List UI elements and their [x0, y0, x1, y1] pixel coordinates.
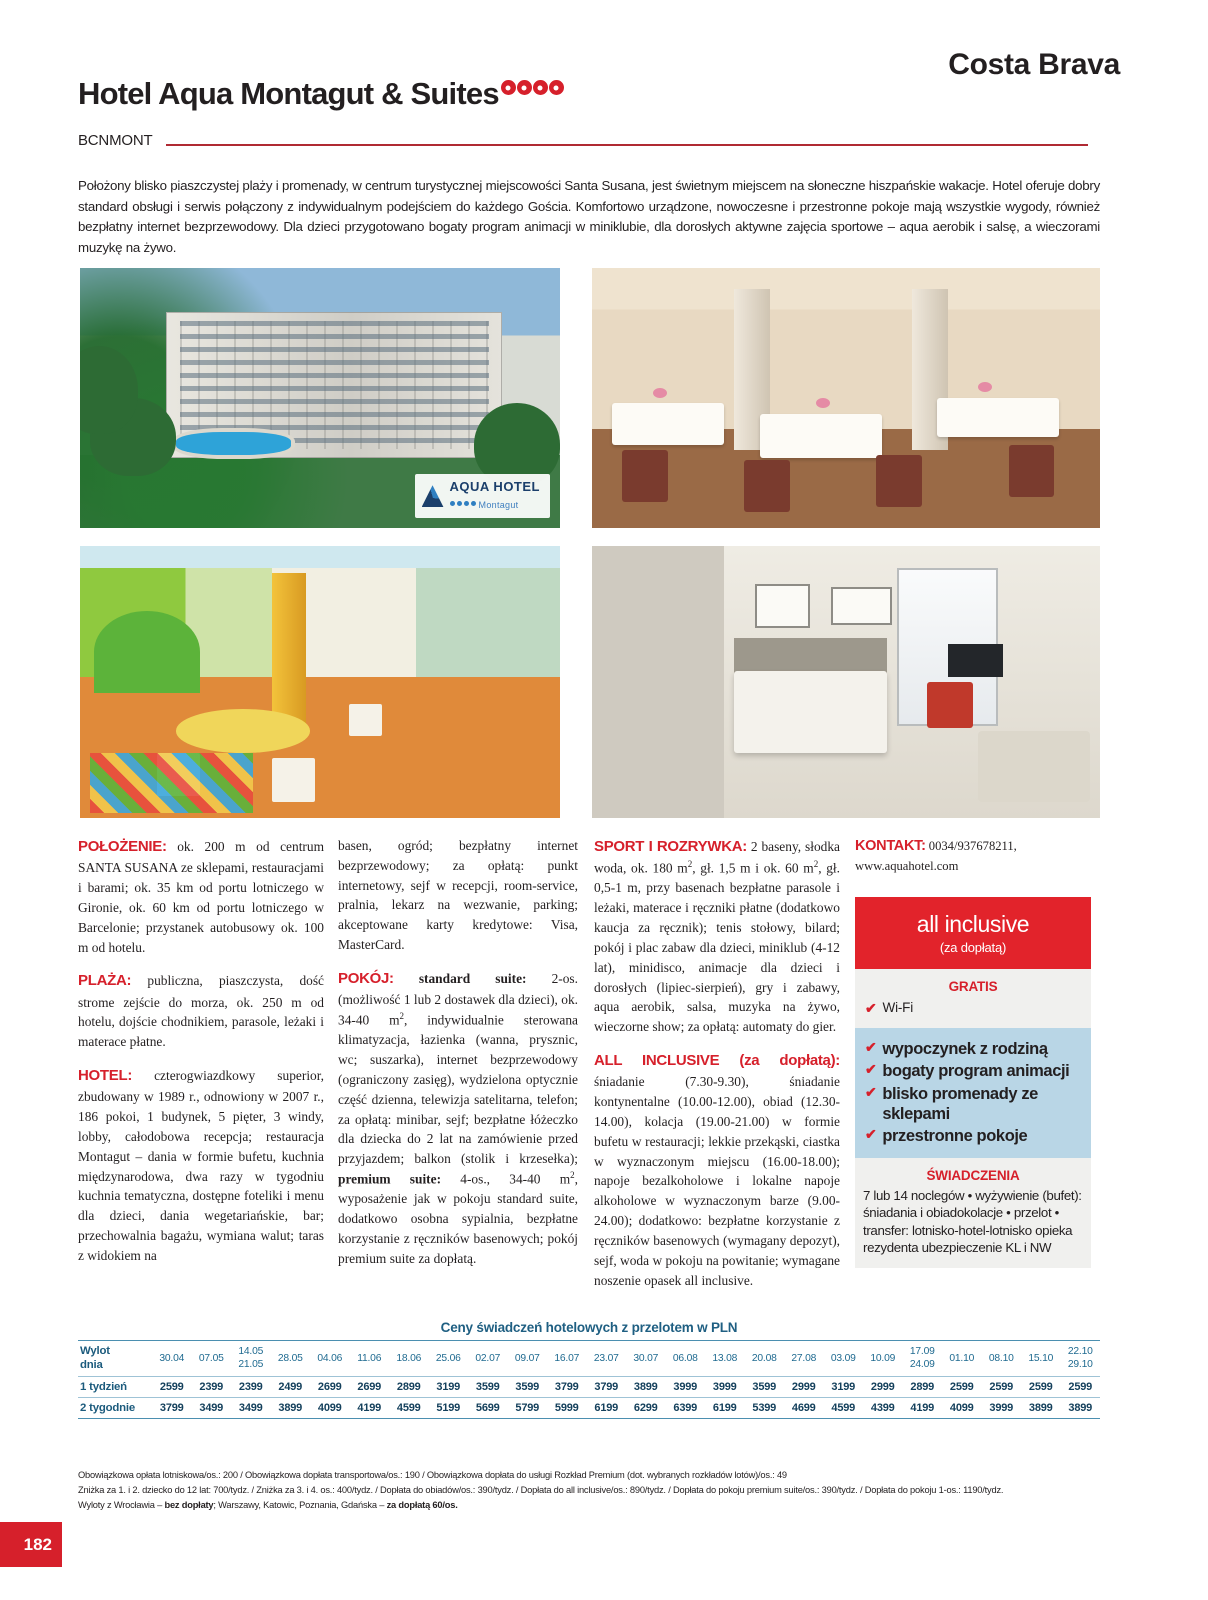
price-cell: 2599 — [1021, 1377, 1061, 1398]
table-row — [78, 1377, 1100, 1398]
star-icon — [517, 80, 532, 95]
section-plaza — [78, 970, 324, 1052]
page-number: 182 — [0, 1522, 62, 1567]
footnote-3a: Wyloty z Wrocławia – — [78, 1500, 165, 1511]
table-column-header: 23.07 — [587, 1341, 627, 1377]
gratis-title: GRATIS — [948, 979, 998, 995]
price-cell: 2699 — [310, 1377, 350, 1398]
check-icon: ✔ — [865, 1000, 877, 1017]
table-column-header: 08.10 — [982, 1341, 1022, 1377]
price-table-title: Ceny świadczeń hotelowych z przelotem w PLN — [440, 1320, 738, 1335]
section-label: PLAŻA: — [78, 972, 132, 990]
benefit-item — [865, 1061, 1081, 1081]
benefit-label: wypoczynek z rodziną — [882, 1040, 1048, 1059]
price-cell: 3999 — [666, 1377, 706, 1398]
footnote-3d: za dopłatą 60/os. — [386, 1500, 458, 1511]
star-rating — [501, 80, 564, 95]
table-row-label: 1 tydzień — [78, 1377, 152, 1398]
star-icon — [533, 80, 548, 95]
section-text: śniadanie (7.30-9.30), śniadanie kontynentalne (10.00-12.00), obiad (12.30-14.00), kolacja (19.00-21.00) w formie bufetu w restauracji; lekkie przekąski, ciastka w wyznaczonym miejscu (16.00-18.00); napoje bezalkoholowe i lokalne napoje alkoholowe w wyznaczonym barze (9.00-24.00); dodatkowo: bezpłatne korzystanie z ręczników basenowych (wymagany depozyt), sejf, woda w pokoju na powitanie; wymagane noszenie opasek all inclusive. — [594, 1074, 840, 1288]
table-column-header: 17.09 24.09 — [903, 1341, 943, 1377]
price-cell: 2899 — [903, 1377, 943, 1398]
photo-hotel-exterior — [80, 268, 560, 528]
price-cell: 3799 — [547, 1377, 587, 1398]
price-cell: 2599 — [942, 1377, 982, 1398]
price-cell: 4099 — [942, 1398, 982, 1419]
table-column-header: 06.08 — [666, 1341, 706, 1377]
photo-hotel-room — [592, 546, 1100, 818]
sport-text-b: , gł. 1,5 m i ok. 60 m — [692, 860, 814, 876]
divider — [166, 144, 1088, 146]
room-type-premium: premium suite: — [338, 1171, 442, 1187]
price-cell: 3199 — [429, 1377, 469, 1398]
price-cell: 3999 — [982, 1398, 1022, 1419]
table-column-header: 30.04 — [152, 1341, 192, 1377]
room-premium-text-cont: , wyposażenie jak w pokoju standard suite, dodatkowo osobna sypialnia, bezpłatne korzystanie z ręczników basenowych; pokój premium suite za dopłatą. — [338, 1171, 578, 1266]
price-cell: 3799 — [152, 1398, 192, 1419]
price-table — [78, 1340, 1100, 1419]
price-cell: 3799 — [587, 1377, 627, 1398]
swiadczenia-box — [855, 1158, 1091, 1268]
swiadczenia-text: 7 lub 14 noclegów • wyżywienie (bufet): śniadania i obiadokolacje • przelot • transfer: lotnisko-hotel-lotnisko opieka rezydenta ubezpieczenie KL i NW — [863, 1187, 1082, 1255]
table-column-header: 16.07 — [547, 1341, 587, 1377]
star-icon — [501, 80, 516, 95]
price-cell: 2699 — [350, 1377, 390, 1398]
footnote-3b: bez dopłaty — [164, 1500, 214, 1511]
sport-text-a: 2 baseny, słodka woda, ok. 180 m — [594, 839, 840, 876]
price-cell: 3899 — [626, 1377, 666, 1398]
table-column-header: 20.08 — [745, 1341, 785, 1377]
check-icon: ✔ — [865, 1083, 877, 1100]
logo-dots-icon — [450, 501, 476, 506]
photo-restaurant — [592, 268, 1100, 528]
section-label: ALL INCLUSIVE (za dopłatą): — [594, 1052, 840, 1070]
price-cell: 5799 — [508, 1398, 548, 1419]
table-column-header: 01.10 — [942, 1341, 982, 1377]
text-column-2 — [338, 836, 578, 1282]
table-column-header: 18.06 — [389, 1341, 429, 1377]
section-all-inclusive — [594, 1050, 840, 1290]
check-icon: ✔ — [865, 1061, 877, 1078]
price-cell: 5999 — [547, 1398, 587, 1419]
superscript-two: 2 — [399, 1010, 405, 1021]
gratis-item-label: Wi-Fi — [882, 1000, 914, 1016]
section-label: POŁOŻENIE: — [78, 838, 167, 855]
price-cell: 4399 — [863, 1398, 903, 1419]
hotel-code: BCNMONT — [78, 132, 153, 149]
superscript-two: 2 — [570, 1170, 575, 1181]
section-label: KONTAKT: — [855, 838, 926, 854]
star-icon — [549, 80, 564, 95]
region-title: Costa Brava — [948, 48, 1120, 81]
section-pokoj — [338, 968, 578, 1269]
table-column-header: 27.08 — [784, 1341, 824, 1377]
check-icon: ✔ — [865, 1125, 877, 1142]
room-type-standard: standard suite: — [418, 970, 527, 986]
price-cell: 2499 — [271, 1377, 311, 1398]
price-cell: 3899 — [1061, 1398, 1101, 1419]
contact-website[interactable]: www.aquahotel.com — [855, 859, 959, 874]
table-column-header: 28.05 — [271, 1341, 311, 1377]
aqua-hotel-logo — [415, 474, 550, 518]
footnote-line-1: Obowiązkowa opłata lotniskowa/os.: 200 / Obowiązkowa dopłata transportowa/os.: 190 / Obowiązkowa dopłata do usługi Rozkład Premium (dot. wybranych rozkładów lotów)/os.: 49 — [78, 1470, 787, 1480]
room-standard-text: 2-os. (możliwość 1 lub 2 dostawek dla dzieci), ok. 34-40 m — [338, 970, 578, 1028]
gratis-item — [865, 1000, 1081, 1016]
footnote-line-3 — [78, 1498, 1106, 1513]
table-header-row — [78, 1341, 1100, 1377]
price-cell: 2599 — [1061, 1377, 1101, 1398]
section-hotel-continued: basen, ogród; bezpłatny internet bezprzewodowy; za opłatą: punkt internetowy, sejf w recepcji, room-service, pralnia, lekarz na wezwanie, parking; akceptowane karty kredytowe: Visa, MasterCard. — [338, 838, 578, 953]
table-column-header: 07.05 — [192, 1341, 232, 1377]
table-column-header: 15.10 — [1021, 1341, 1061, 1377]
price-cell: 3899 — [1021, 1398, 1061, 1419]
contact-phone: 0034/937678211, — [925, 839, 1017, 853]
table-column-header: 09.07 — [508, 1341, 548, 1377]
table-column-header: 14.05 21.05 — [231, 1341, 271, 1377]
table-column-header: 13.08 — [705, 1341, 745, 1377]
price-cell: 6299 — [626, 1398, 666, 1419]
sport-text-c: , gł. 0,5-1 m, przy basenach bezpłatne parasole i leżaki, materace i ręczniki płatne (dodatkowo kaucja za ręcznik); tenis stołowy, bilard; pokój i plac zabaw dla dzieci, miniklub (4-12 lat), minidisco, animacje dla dzieci i dorosłych (lipiec-sierpień), gry i zabawy, aqua aerobik, salsa, muzyka na żywo, wieczorne show; za opłatą: automaty do gier. — [594, 860, 841, 1035]
table-column-header: 04.06 — [310, 1341, 350, 1377]
benefit-label: blisko promenady ze sklepami — [882, 1084, 1038, 1123]
price-cell: 3599 — [745, 1377, 785, 1398]
section-label: POKÓJ: — [338, 969, 394, 987]
price-cell: 6399 — [666, 1398, 706, 1419]
price-cell: 4699 — [784, 1398, 824, 1419]
price-cell: 2399 — [231, 1377, 271, 1398]
table-column-header: 22.10 29.10 — [1061, 1341, 1101, 1377]
price-cell: 3499 — [192, 1398, 232, 1419]
table-row — [78, 1398, 1100, 1419]
contact-block — [855, 836, 1091, 875]
price-cell: 3599 — [468, 1377, 508, 1398]
price-cell: 2999 — [863, 1377, 903, 1398]
price-cell: 4199 — [350, 1398, 390, 1419]
section-text: czterogwiazdkowy superior, zbudowany w 1989 r., odnowiony w 2007 r., 186 pokoi, 1 budynek, 5 pięter, 3 windy, lobby, całodobowa recepcja; restauracja Montagut – dania w formie bufetu, kuchnia międzynarodowa, dwa razy w tygodniu kuchnia tematyczna, dostępne foteliki i menu dla dzieci, dania wegetariańskie, bar; przechowalnia bagażu, wymiana walut; taras z widokiem na — [78, 1068, 324, 1263]
room-premium-text: 4-os., 34-40 m — [441, 1171, 571, 1187]
table-column-header: 30.07 — [626, 1341, 666, 1377]
all-inclusive-banner — [855, 897, 1091, 969]
logo-primary-text: AQUA HOTEL — [449, 479, 540, 495]
all-inclusive-banner-subtitle: (za dopłatą) — [939, 940, 1007, 956]
text-column-3 — [594, 836, 840, 1303]
section-polozenie — [78, 836, 324, 957]
price-cell: 3499 — [231, 1398, 271, 1419]
hotel-code-row — [78, 132, 1088, 149]
section-label: HOTEL: — [78, 1067, 133, 1084]
table-row-label: 2 tygodnie — [78, 1398, 152, 1419]
benefit-label: przestronne pokoje — [882, 1126, 1028, 1145]
superscript-two: 2 — [687, 859, 693, 870]
footnote-3c: ; Warszawy, Katowic, Poznania, Gdańska – — [213, 1500, 387, 1511]
benefit-item — [865, 1126, 1081, 1146]
price-cell: 3199 — [824, 1377, 864, 1398]
table-column-header: 10.09 — [863, 1341, 903, 1377]
section-text: publiczna, piaszczysta, dość strome zejście do morza, ok. 250 m od hotelu, dojście chodnikiem, parasole, leżaki i materace płatne. — [78, 973, 324, 1050]
section-text: ok. 200 m od centrum SANTA SUSANA ze sklepami, restauracjami i barami; ok. 35 km od portu lotniczego w Gironie, ok. 60 km od portu lotniczego w Barcelonie; przystanek autobusowy ok. 100 m od hotelu. — [78, 839, 324, 955]
gratis-box — [855, 969, 1091, 1028]
footnotes — [78, 1468, 1106, 1513]
price-cell: 4099 — [310, 1398, 350, 1419]
price-cell: 6199 — [705, 1398, 745, 1419]
price-cell: 2599 — [152, 1377, 192, 1398]
price-cell: 2599 — [982, 1377, 1022, 1398]
benefit-item — [865, 1084, 1081, 1124]
table-column-header: 25.06 — [429, 1341, 469, 1377]
footnote-line-2: Zniżka za 1. i 2. dziecko do 12 lat: 700/tydz. / Zniżka za 3. i 4. os.: 400/tydz. / Dopłata do obiadów/os.: 390/tydz. / Dopłata do all inclusive/os.: 890/tydz. / Dopłata do pokoju premium suite/os.: 390/tydz. / Dopłata do pokoju 1-os.: 1190/tydz. — [78, 1485, 1004, 1496]
page-title: Hotel Aqua Montagut & Suites — [78, 76, 499, 111]
text-column-1 — [78, 836, 324, 1279]
table-column-header: 02.07 — [468, 1341, 508, 1377]
superscript-two: 2 — [813, 859, 819, 870]
all-inclusive-banner-title: all inclusive — [916, 911, 1030, 938]
hotel-title-block — [78, 78, 564, 109]
price-cell: 3999 — [705, 1377, 745, 1398]
price-cell: 3599 — [508, 1377, 548, 1398]
price-cell: 3899 — [271, 1398, 311, 1419]
logo-secondary-text: Montagut — [478, 500, 519, 511]
benefit-item — [865, 1039, 1081, 1059]
table-column-header: 11.06 — [350, 1341, 390, 1377]
section-sport — [594, 836, 840, 1037]
price-cell: 6199 — [587, 1398, 627, 1419]
room-standard-text-cont: , indywidualnie sterowana klimatyzacja, łazienka (wanna, prysznic, wc; suszarka), internet bezprzewodowy (ograniczony zasięg), wydzielona optycznie część dzienna, telewizja satelitarna, telefon; za opłatą: minibar, sejf; bezpłatne łóżeczko dla dziecka do 2 lat na zamówienie przed przyjazdem; balkon (stolik i krzesełka); — [338, 1012, 578, 1167]
photo-kids-club — [80, 546, 560, 818]
intro-paragraph: Położony blisko piaszczystej plaży i promenady, w centrum turystycznej miejscowości Santa Susana, jest świetnym miejscem na słoneczne hiszpańskie wakacje. Hotel oferuje dobry standard obsługi i serwis połączony z indywidualnym podejściem do każdego Gościa. Komfortowo urządzone, nowoczesne i przestronne pokoje mają wszystkie wygody, również bezpłatny internet bezprzewodowy. Dla dzieci przygotowano bogaty program animacji w miniklubie, dla dorosłych aktywne zajęcia sportowe – aqua aerobik i salsę, a wieczorami muzykę na żywo. — [78, 178, 1100, 255]
price-cell: 4599 — [389, 1398, 429, 1419]
price-cell: 4599 — [824, 1398, 864, 1419]
price-cell: 4199 — [903, 1398, 943, 1419]
price-cell: 5399 — [745, 1398, 785, 1419]
benefit-label: bogaty program animacji — [882, 1062, 1070, 1081]
price-cell: 2999 — [784, 1377, 824, 1398]
sidebar — [855, 836, 1091, 1268]
table-column-header: 03.09 — [824, 1341, 864, 1377]
swiadczenia-title: ŚWIADCZENIA — [926, 1167, 1020, 1183]
logo-mark-icon — [422, 485, 444, 507]
benefits-box — [855, 1028, 1091, 1158]
check-icon: ✔ — [865, 1039, 877, 1056]
price-cell: 5699 — [468, 1398, 508, 1419]
price-cell: 2899 — [389, 1377, 429, 1398]
price-table-block — [78, 1320, 1100, 1419]
section-label: SPORT I ROZRYWKA: — [594, 838, 747, 855]
table-corner-header: Wylot dnia — [78, 1341, 152, 1377]
price-cell: 5199 — [429, 1398, 469, 1419]
price-cell: 2399 — [192, 1377, 232, 1398]
section-hotel — [78, 1065, 324, 1266]
